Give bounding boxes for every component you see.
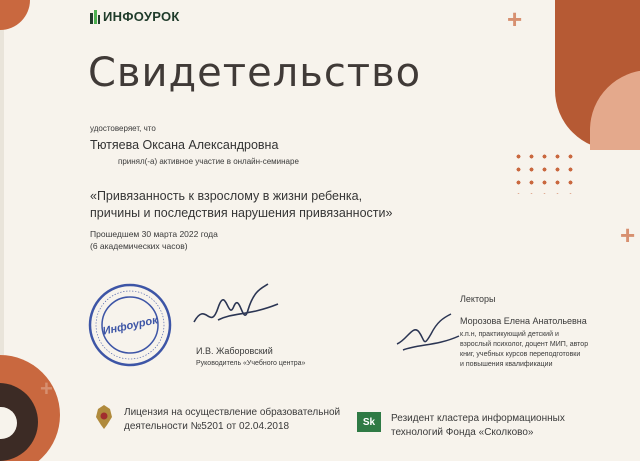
plus-icon: + <box>40 376 53 401</box>
lecturer-signature <box>393 310 463 355</box>
skolkovo-line: технологий Фонда «Сколково» <box>391 427 534 438</box>
seminar-title: «Привязанность к взрослому в жизни ребенка, причины и последствия нарушения привязанности» <box>90 189 393 220</box>
stamp-text: Инфоурок <box>101 314 159 338</box>
plus-icon: + <box>507 4 523 34</box>
lecturer-bio-line: и повышения квалификации <box>460 361 553 368</box>
dot-grid-decoration <box>512 150 576 194</box>
plus-icon: + <box>620 220 636 250</box>
director-signature <box>188 280 283 340</box>
skolkovo-line: Резидент кластера информационных <box>391 413 565 424</box>
lecturer-bio-line: книг, учебных курсов переподготовки <box>460 351 581 358</box>
skolkovo-logo: Sk <box>357 412 381 432</box>
license-line: Лицензия на осуществление образовательной <box>124 407 341 418</box>
lecturer-bio-line: взрослый психолог, доцент МИП, автор <box>460 341 589 348</box>
logo-mark-icon <box>90 10 100 24</box>
lecturers-heading: Лекторы <box>460 294 496 304</box>
certifies-text: удостоверяет, что <box>90 124 156 133</box>
recipient-name: Тютяева Оксана Александровна <box>90 138 279 152</box>
director-role: Руководитель «Учебного центра» <box>196 360 306 367</box>
lecturer-name: Морозова Елена Анатольевна <box>460 316 587 326</box>
director-name: И.В. Жаборовский <box>196 346 273 356</box>
lecturer-bio-line: к.п.н, практикующий детский и <box>460 331 559 338</box>
right-decoration <box>555 0 640 150</box>
infourok-logo <box>90 9 180 24</box>
participation-text: принял(-а) активное участие в онлайн-семинаре <box>118 157 299 166</box>
academic-hours: (6 академических часов) <box>90 241 188 251</box>
certificate-title: Свидетельство <box>88 50 422 96</box>
bottom-left-decoration <box>0 355 70 461</box>
coat-of-arms-icon <box>92 403 116 431</box>
corner-decoration <box>0 0 30 30</box>
official-stamp <box>88 283 172 367</box>
license-line: деятельности №5201 от 02.04.2018 <box>124 421 290 432</box>
logo-text: ИНФОУРОК <box>103 9 180 24</box>
completion-date: Прошедшем 30 марта 2022 года <box>90 229 218 239</box>
